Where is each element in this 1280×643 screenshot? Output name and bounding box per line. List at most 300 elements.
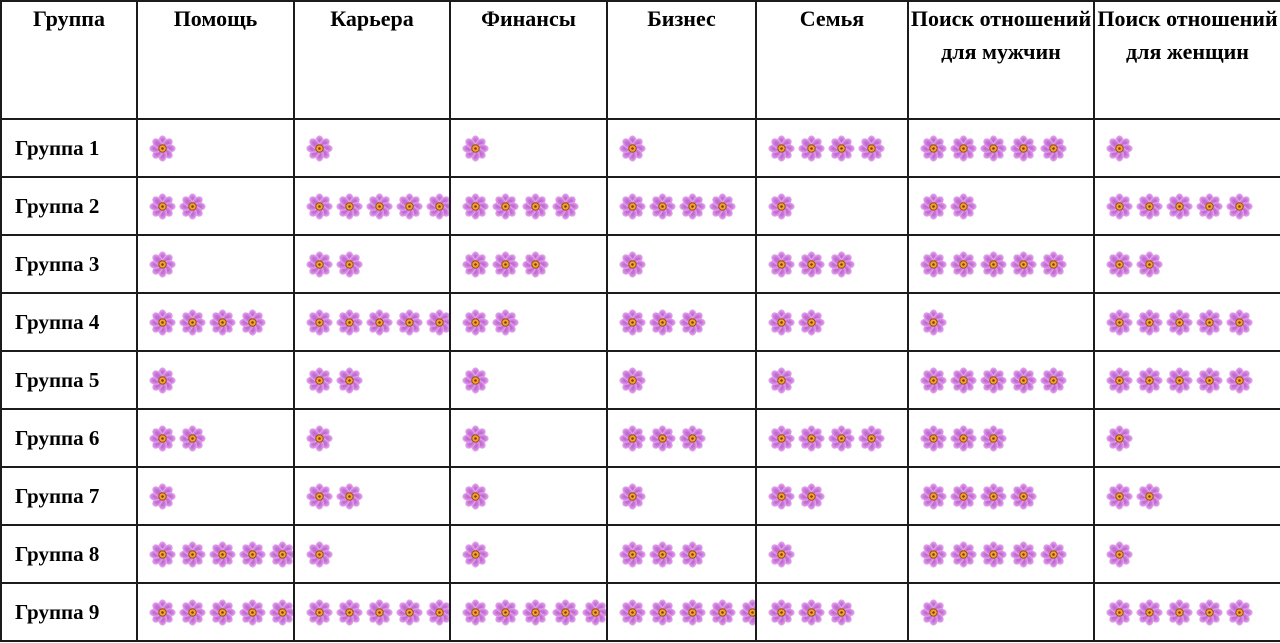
row-label: Группа 3: [1, 235, 137, 293]
cosmos-flower-icon: [768, 193, 795, 220]
cosmos-flower-icon: [306, 193, 333, 220]
cosmos-flower-icon: [1010, 135, 1037, 162]
flower-count-1: [608, 483, 755, 510]
pictogram-cell: [756, 235, 908, 293]
cosmos-flower-icon: [1166, 309, 1193, 336]
cosmos-flower-icon: [619, 541, 646, 568]
pictogram-cell: [294, 409, 450, 467]
pictogram-cell: [756, 119, 908, 177]
cosmos-flower-icon: [798, 135, 825, 162]
cosmos-flower-icon: [739, 599, 756, 626]
flower-count-1: [757, 193, 907, 220]
pictogram-cell: [294, 525, 450, 583]
pictogram-cell: [607, 119, 756, 177]
cosmos-flower-icon: [149, 309, 176, 336]
cosmos-flower-icon: [1106, 483, 1133, 510]
cosmos-flower-icon: [1166, 367, 1193, 394]
cosmos-flower-icon: [462, 135, 489, 162]
flower-count-1: [608, 135, 755, 162]
cosmos-flower-icon: [522, 599, 549, 626]
pictogram-cell: [908, 177, 1094, 235]
flower-count-5: [295, 309, 449, 336]
flower-count-3: [608, 425, 755, 452]
cosmos-flower-icon: [950, 425, 977, 452]
cosmos-flower-icon: [149, 251, 176, 278]
pictogram-cell: [450, 409, 607, 467]
cosmos-flower-icon: [1136, 483, 1163, 510]
cosmos-flower-icon: [768, 135, 795, 162]
row-label: Группа 6: [1, 409, 137, 467]
pictogram-cell: [294, 177, 450, 235]
cosmos-flower-icon: [492, 599, 519, 626]
column-header-4: Бизнес: [607, 1, 756, 119]
pictogram-cell: [450, 583, 607, 641]
flower-count-1: [757, 367, 907, 394]
cosmos-flower-icon: [768, 251, 795, 278]
cosmos-flower-icon: [462, 367, 489, 394]
flower-count-1: [295, 135, 449, 162]
flower-count-5: [909, 251, 1093, 278]
cosmos-flower-icon: [1106, 367, 1133, 394]
table-row: [1, 293, 1280, 351]
cosmos-flower-icon: [1106, 135, 1133, 162]
flower-count-1: [1095, 541, 1280, 568]
cosmos-flower-icon: [768, 367, 795, 394]
row-label: Группа 5: [1, 351, 137, 409]
cosmos-flower-icon: [768, 483, 795, 510]
flower-count-4: [451, 193, 606, 220]
flower-count-5: [608, 599, 755, 626]
cosmos-flower-icon: [768, 599, 795, 626]
cosmos-flower-icon: [798, 599, 825, 626]
cosmos-flower-icon: [950, 541, 977, 568]
table-row: [1, 235, 1280, 293]
pictogram-cell: [294, 583, 450, 641]
cosmos-flower-icon: [336, 193, 363, 220]
cosmos-flower-icon: [306, 599, 333, 626]
cosmos-flower-icon: [920, 251, 947, 278]
flower-count-3: [757, 251, 907, 278]
header-row: [1, 1, 1280, 119]
cosmos-flower-icon: [619, 425, 646, 452]
cosmos-flower-icon: [306, 135, 333, 162]
cosmos-flower-icon: [1010, 367, 1037, 394]
cosmos-flower-icon: [522, 193, 549, 220]
pictogram-cell: [137, 467, 294, 525]
flower-count-1: [1095, 425, 1280, 452]
column-header-6: Поиск отношений для мужчин: [908, 1, 1094, 119]
pictogram-cell: [294, 235, 450, 293]
cosmos-flower-icon: [798, 251, 825, 278]
cosmos-flower-icon: [149, 541, 176, 568]
cosmos-flower-icon: [179, 425, 206, 452]
pictogram-cell: [756, 583, 908, 641]
cosmos-flower-icon: [1196, 193, 1223, 220]
cosmos-flower-icon: [828, 599, 855, 626]
column-header-2: Карьера: [294, 1, 450, 119]
pictogram-cell: [450, 119, 607, 177]
cosmos-flower-icon: [462, 251, 489, 278]
pictogram-cell: [1094, 467, 1280, 525]
pictogram-cell: [1094, 177, 1280, 235]
pictogram-cell: [137, 177, 294, 235]
cosmos-flower-icon: [858, 425, 885, 452]
cosmos-flower-icon: [306, 309, 333, 336]
cosmos-flower-icon: [1196, 599, 1223, 626]
cosmos-flower-icon: [149, 425, 176, 452]
pictogram-cell: [137, 409, 294, 467]
cosmos-flower-icon: [492, 251, 519, 278]
cosmos-flower-icon: [649, 599, 676, 626]
cosmos-flower-icon: [858, 135, 885, 162]
cosmos-flower-icon: [1166, 599, 1193, 626]
cosmos-flower-icon: [920, 599, 947, 626]
cosmos-flower-icon: [980, 251, 1007, 278]
cosmos-flower-icon: [920, 309, 947, 336]
table-row: [1, 467, 1280, 525]
flower-count-5: [909, 135, 1093, 162]
column-header-7: Поиск отношений для женщин: [1094, 1, 1280, 119]
pictogram-cell: [607, 293, 756, 351]
pictogram-cell: [908, 467, 1094, 525]
pictogram-cell: [908, 525, 1094, 583]
pictogram-cell: [137, 293, 294, 351]
cosmos-flower-icon: [239, 309, 266, 336]
pictogram-cell: [294, 119, 450, 177]
row-label: Группа 1: [1, 119, 137, 177]
flower-count-1: [451, 425, 606, 452]
cosmos-flower-icon: [336, 367, 363, 394]
cosmos-flower-icon: [1106, 193, 1133, 220]
pictogram-cell: [908, 235, 1094, 293]
column-header-5: Семья: [756, 1, 908, 119]
pictogram-cell: [607, 235, 756, 293]
pictogram-cell: [1094, 235, 1280, 293]
cosmos-flower-icon: [980, 135, 1007, 162]
cosmos-flower-icon: [1040, 251, 1067, 278]
cosmos-flower-icon: [1040, 135, 1067, 162]
cosmos-flower-icon: [619, 599, 646, 626]
cosmos-flower-icon: [522, 251, 549, 278]
cosmos-flower-icon: [462, 425, 489, 452]
cosmos-flower-icon: [679, 541, 706, 568]
cosmos-flower-icon: [396, 599, 423, 626]
flower-count-5: [295, 193, 449, 220]
cosmos-flower-icon: [306, 541, 333, 568]
pictogram-cell: [450, 293, 607, 351]
flower-count-1: [909, 309, 1093, 336]
column-header-1: Помощь: [137, 1, 294, 119]
cosmos-flower-icon: [709, 193, 736, 220]
pictogram-cell: [450, 235, 607, 293]
cosmos-flower-icon: [306, 251, 333, 278]
cosmos-flower-icon: [950, 193, 977, 220]
flower-count-1: [138, 135, 293, 162]
flower-count-5: [138, 541, 293, 568]
cosmos-flower-icon: [336, 251, 363, 278]
cosmos-flower-icon: [1040, 367, 1067, 394]
cosmos-flower-icon: [209, 541, 236, 568]
cosmos-flower-icon: [239, 541, 266, 568]
cosmos-flower-icon: [1010, 541, 1037, 568]
cosmos-flower-icon: [920, 135, 947, 162]
cosmos-flower-icon: [149, 135, 176, 162]
flower-count-1: [1095, 135, 1280, 162]
flower-count-1: [138, 367, 293, 394]
flower-count-2: [757, 309, 907, 336]
cosmos-flower-icon: [980, 483, 1007, 510]
pictogram-cell: [756, 467, 908, 525]
cosmos-flower-icon: [269, 541, 294, 568]
cosmos-flower-icon: [366, 309, 393, 336]
flower-count-5: [138, 599, 293, 626]
cosmos-flower-icon: [336, 599, 363, 626]
cosmos-flower-icon: [798, 425, 825, 452]
cosmos-flower-icon: [920, 367, 947, 394]
cosmos-flower-icon: [1136, 193, 1163, 220]
cosmos-flower-icon: [306, 367, 333, 394]
cosmos-flower-icon: [920, 425, 947, 452]
cosmos-flower-icon: [149, 483, 176, 510]
pictogram-cell: [1094, 293, 1280, 351]
pictogram-cell: [137, 235, 294, 293]
flower-count-5: [909, 541, 1093, 568]
pictogram-cell: [908, 351, 1094, 409]
cosmos-flower-icon: [920, 483, 947, 510]
flower-count-2: [138, 425, 293, 452]
cosmos-flower-icon: [462, 309, 489, 336]
cosmos-flower-icon: [679, 425, 706, 452]
pictogram-cell: [450, 351, 607, 409]
flower-count-3: [608, 309, 755, 336]
pictogram-cell: [756, 293, 908, 351]
cosmos-flower-icon: [552, 193, 579, 220]
cosmos-flower-icon: [462, 599, 489, 626]
pictogram-cell: [1094, 409, 1280, 467]
cosmos-flower-icon: [649, 541, 676, 568]
cosmos-flower-icon: [1106, 251, 1133, 278]
cosmos-flower-icon: [619, 135, 646, 162]
flower-count-5: [1095, 193, 1280, 220]
row-label: Группа 2: [1, 177, 137, 235]
cosmos-flower-icon: [149, 599, 176, 626]
flower-count-4: [757, 135, 907, 162]
cosmos-flower-icon: [1166, 193, 1193, 220]
row-label: Группа 9: [1, 583, 137, 641]
pictogram-cell: [756, 409, 908, 467]
cosmos-flower-icon: [1196, 367, 1223, 394]
flower-count-5: [909, 367, 1093, 394]
pictogram-cell: [607, 583, 756, 641]
table-row: [1, 409, 1280, 467]
flower-count-1: [451, 135, 606, 162]
pictogram-cell: [607, 409, 756, 467]
cosmos-flower-icon: [649, 425, 676, 452]
cosmos-flower-icon: [980, 367, 1007, 394]
flower-count-5: [1095, 367, 1280, 394]
cosmos-flower-icon: [179, 541, 206, 568]
flower-count-3: [909, 425, 1093, 452]
flower-count-3: [608, 541, 755, 568]
cosmos-flower-icon: [798, 483, 825, 510]
pictogram-cell: [1094, 525, 1280, 583]
table-row: [1, 119, 1280, 177]
cosmos-flower-icon: [768, 309, 795, 336]
flower-count-4: [608, 193, 755, 220]
cosmos-flower-icon: [149, 193, 176, 220]
cosmos-flower-icon: [582, 599, 607, 626]
cosmos-flower-icon: [950, 367, 977, 394]
pictogram-cell: [607, 467, 756, 525]
flower-count-1: [451, 367, 606, 394]
cosmos-flower-icon: [492, 309, 519, 336]
flower-count-2: [295, 251, 449, 278]
table-row: [1, 351, 1280, 409]
cosmos-flower-icon: [492, 193, 519, 220]
cosmos-flower-icon: [1226, 599, 1253, 626]
pictogram-cell: [908, 119, 1094, 177]
cosmos-flower-icon: [980, 541, 1007, 568]
cosmos-flower-icon: [396, 193, 423, 220]
cosmos-flower-icon: [396, 309, 423, 336]
cosmos-flower-icon: [619, 193, 646, 220]
flower-count-2: [1095, 483, 1280, 510]
cosmos-flower-icon: [950, 251, 977, 278]
pictogram-cell: [450, 177, 607, 235]
cosmos-flower-icon: [619, 309, 646, 336]
pictogram-cell: [756, 351, 908, 409]
column-header-3: Финансы: [450, 1, 607, 119]
cosmos-flower-icon: [426, 309, 450, 336]
pictogram-cell: [607, 351, 756, 409]
flower-count-1: [608, 251, 755, 278]
cosmos-flower-icon: [1226, 367, 1253, 394]
cosmos-flower-icon: [149, 367, 176, 394]
cosmos-flower-icon: [1136, 251, 1163, 278]
pictogram-cell: [450, 525, 607, 583]
cosmos-flower-icon: [426, 193, 450, 220]
pictogram-cell: [137, 583, 294, 641]
cosmos-flower-icon: [336, 483, 363, 510]
cosmos-flower-icon: [1106, 599, 1133, 626]
pictogram-cell: [607, 177, 756, 235]
cosmos-flower-icon: [1226, 193, 1253, 220]
cosmos-flower-icon: [1106, 541, 1133, 568]
cosmos-flower-icon: [679, 599, 706, 626]
cosmos-flower-icon: [1136, 309, 1163, 336]
cosmos-flower-icon: [1106, 309, 1133, 336]
pictogram-cell: [756, 525, 908, 583]
flower-count-4: [757, 425, 907, 452]
flower-count-1: [757, 541, 907, 568]
flower-count-5: [1095, 599, 1280, 626]
cosmos-flower-icon: [209, 309, 236, 336]
cosmos-flower-icon: [336, 309, 363, 336]
cosmos-flower-icon: [920, 193, 947, 220]
pictogram-cell: [1094, 351, 1280, 409]
flower-count-4: [909, 483, 1093, 510]
flower-count-2: [1095, 251, 1280, 278]
flower-count-5: [1095, 309, 1280, 336]
flower-count-1: [138, 483, 293, 510]
cosmos-flower-icon: [366, 599, 393, 626]
flower-count-2: [138, 193, 293, 220]
flower-count-2: [295, 483, 449, 510]
cosmos-flower-icon: [709, 599, 736, 626]
pictogram-cell: [137, 351, 294, 409]
cosmos-flower-icon: [1040, 541, 1067, 568]
cosmos-flower-icon: [619, 483, 646, 510]
cosmos-flower-icon: [179, 599, 206, 626]
flower-count-1: [451, 541, 606, 568]
table-row: [1, 177, 1280, 235]
pictogram-cell: [1094, 583, 1280, 641]
corner-header-group: Группа: [1, 1, 137, 119]
flower-count-1: [138, 251, 293, 278]
flower-count-1: [451, 483, 606, 510]
cosmos-flower-icon: [306, 425, 333, 452]
cosmos-flower-icon: [619, 251, 646, 278]
cosmos-flower-icon: [462, 541, 489, 568]
cosmos-flower-icon: [179, 193, 206, 220]
pictogram-cell: [294, 293, 450, 351]
cosmos-flower-icon: [426, 599, 450, 626]
cosmos-flower-icon: [1196, 309, 1223, 336]
cosmos-flower-icon: [1010, 483, 1037, 510]
cosmos-flower-icon: [828, 135, 855, 162]
table-row: [1, 583, 1280, 641]
cosmos-flower-icon: [828, 425, 855, 452]
flower-count-1: [295, 541, 449, 568]
cosmos-flower-icon: [1136, 599, 1163, 626]
pictogram-cell: [1094, 119, 1280, 177]
flower-count-2: [451, 309, 606, 336]
cosmos-flower-icon: [269, 599, 294, 626]
cosmos-flower-icon: [619, 367, 646, 394]
pictogram-cell: [294, 351, 450, 409]
cosmos-flower-icon: [179, 309, 206, 336]
flower-count-1: [608, 367, 755, 394]
cosmos-flower-icon: [980, 425, 1007, 452]
pictogram-cell: [908, 293, 1094, 351]
pictogram-cell: [137, 119, 294, 177]
cosmos-flower-icon: [828, 251, 855, 278]
table-row: [1, 525, 1280, 583]
cosmos-flower-icon: [1226, 309, 1253, 336]
pictogram-cell: [756, 177, 908, 235]
flower-count-5: [295, 599, 449, 626]
cosmos-flower-icon: [209, 599, 236, 626]
cosmos-flower-icon: [950, 135, 977, 162]
cosmos-flower-icon: [239, 599, 266, 626]
cosmos-flower-icon: [920, 541, 947, 568]
pictogram-cell: [137, 525, 294, 583]
cosmos-flower-icon: [1106, 425, 1133, 452]
cosmos-flower-icon: [366, 193, 393, 220]
cosmos-flower-icon: [1010, 251, 1037, 278]
cosmos-flower-icon: [679, 193, 706, 220]
cosmos-flower-icon: [768, 425, 795, 452]
pictogram-cell: [450, 467, 607, 525]
cosmos-flower-icon: [552, 599, 579, 626]
row-label: Группа 7: [1, 467, 137, 525]
cosmos-flower-icon: [798, 309, 825, 336]
cosmos-flower-icon: [1136, 367, 1163, 394]
flower-count-1: [909, 599, 1093, 626]
pictogram-cell: [908, 583, 1094, 641]
flower-count-3: [757, 599, 907, 626]
cosmos-flower-icon: [679, 309, 706, 336]
